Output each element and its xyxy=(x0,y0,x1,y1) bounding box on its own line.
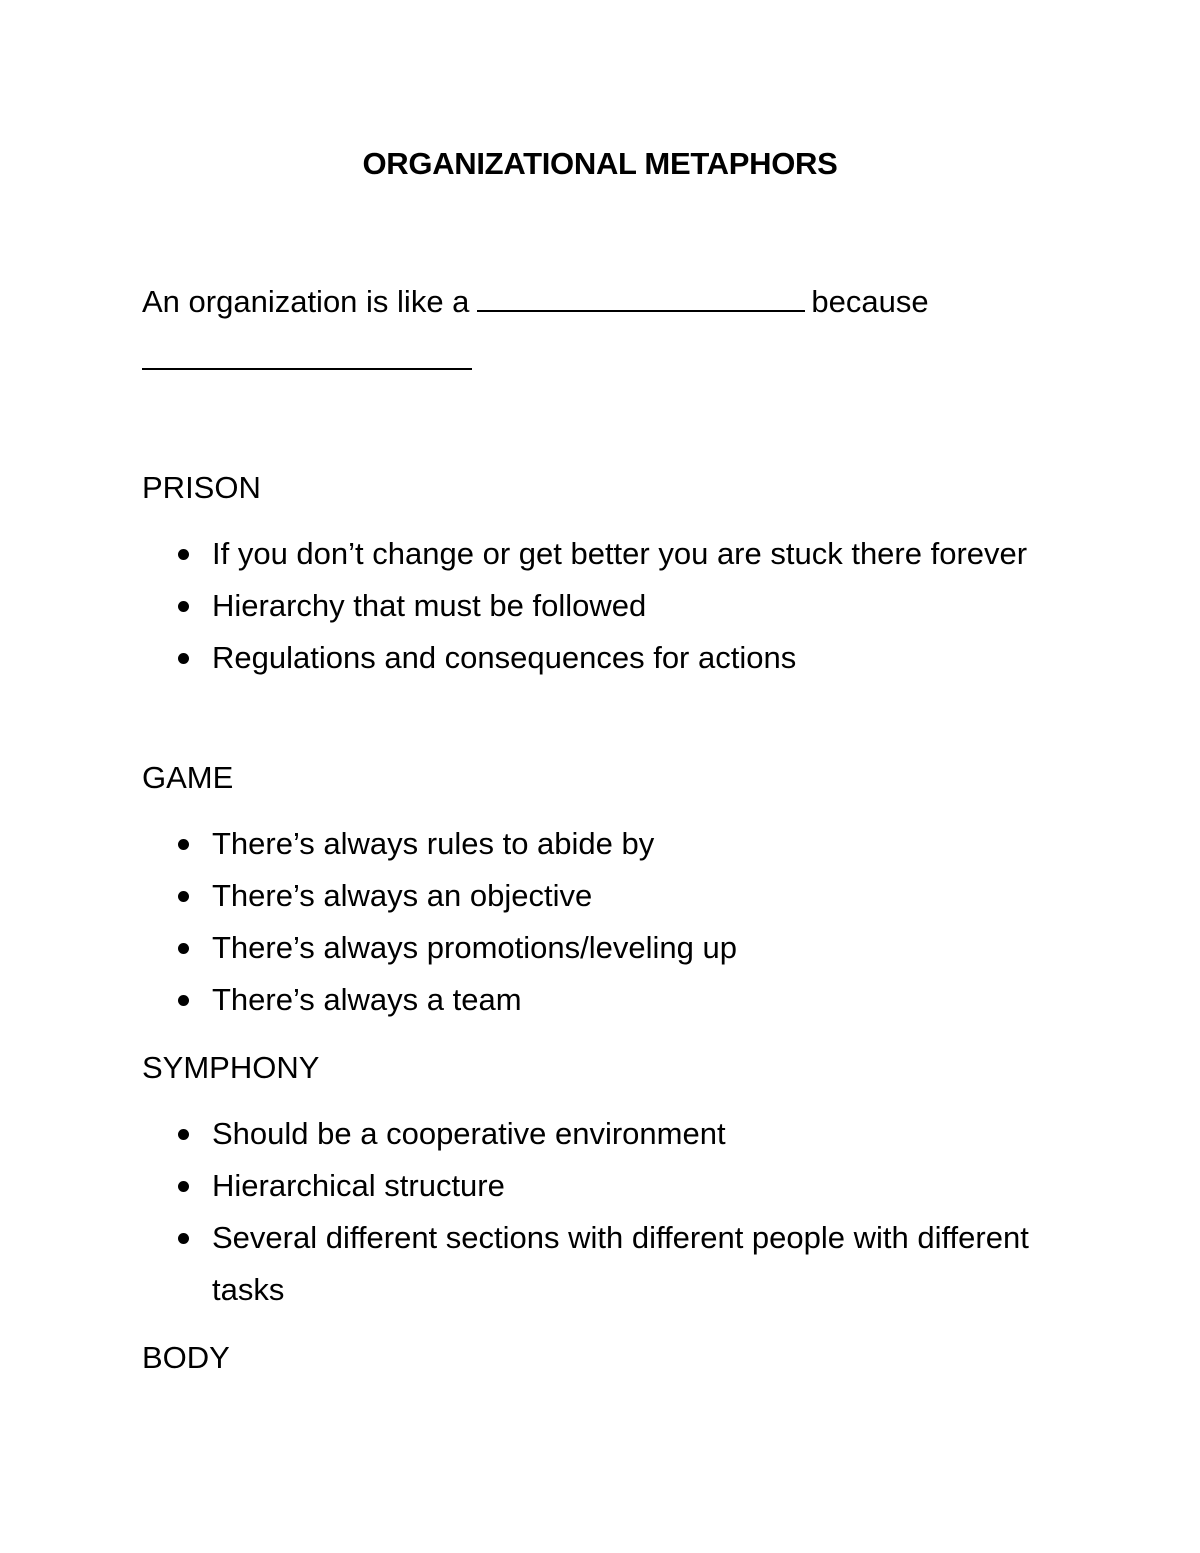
list-item xyxy=(142,1160,1082,1212)
bullet-icon xyxy=(178,549,189,560)
bullet-icon xyxy=(178,653,189,664)
prompt-lead-text: An organization is like a xyxy=(142,284,470,319)
list-item-text: There’s always promotions/leveling up xyxy=(212,930,737,965)
list-item xyxy=(142,632,1082,684)
bullet-icon xyxy=(178,1233,189,1244)
list-item-text: Hierarchical structure xyxy=(212,1168,505,1203)
list-item xyxy=(142,870,1082,922)
bullet-icon xyxy=(178,891,189,902)
fill-in-blank-1 xyxy=(477,286,805,312)
section-heading-symphony: SYMPHONY xyxy=(142,1050,320,1085)
metaphor-prompt xyxy=(142,282,929,322)
bullet-icon xyxy=(178,601,189,612)
list-item-text: If you don’t change or get better you are stuck there forever xyxy=(212,536,1028,571)
list-item xyxy=(142,974,1082,1026)
fill-in-blank-2 xyxy=(142,368,472,370)
list-item-text: There’s always an objective xyxy=(212,878,593,913)
list-item xyxy=(142,1212,1082,1316)
list-item-text: Regulations and consequences for actions xyxy=(212,640,797,675)
list-item xyxy=(142,1108,1082,1160)
page-title: ORGANIZATIONAL METAPHORS xyxy=(362,146,838,181)
list-item xyxy=(142,922,1082,974)
list-item-text: There’s always a team xyxy=(212,982,522,1017)
section-heading-game: GAME xyxy=(142,760,234,795)
bullet-list-game xyxy=(142,818,1082,1026)
bullet-icon xyxy=(178,1129,189,1140)
bullet-icon xyxy=(178,839,189,850)
list-item xyxy=(142,528,1082,580)
list-item-text: There’s always rules to abide by xyxy=(212,826,655,861)
bullet-icon xyxy=(178,943,189,954)
bullet-icon xyxy=(178,995,189,1006)
section-heading-body: BODY xyxy=(142,1340,230,1375)
list-item-text: Several different sections with different people with different tasks xyxy=(212,1220,1029,1307)
list-item xyxy=(142,818,1082,870)
prompt-middle-text: because xyxy=(811,284,929,319)
section-heading-prison: PRISON xyxy=(142,470,261,505)
list-item xyxy=(142,580,1082,632)
list-item-text: Should be a cooperative environment xyxy=(212,1116,726,1151)
bullet-icon xyxy=(178,1181,189,1192)
list-item-text: Hierarchy that must be followed xyxy=(212,588,647,623)
bullet-list-prison xyxy=(142,528,1082,684)
bullet-list-symphony xyxy=(142,1108,1082,1316)
